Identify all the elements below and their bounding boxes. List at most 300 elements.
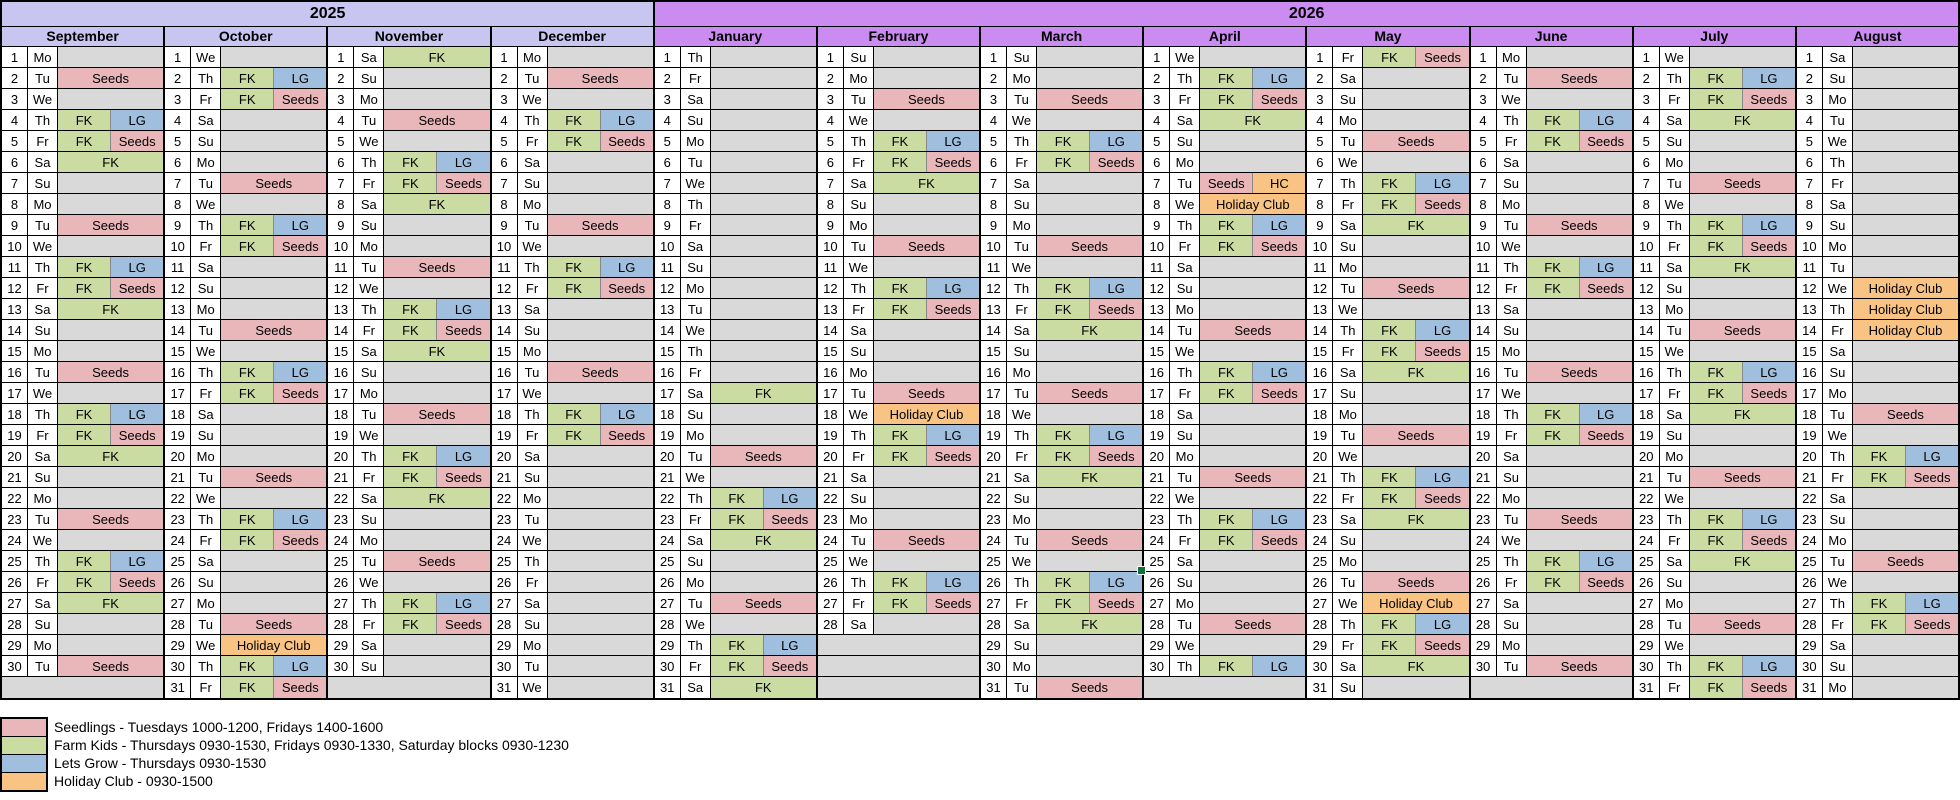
day-number-cell[interactable]: 21 bbox=[981, 467, 1007, 487]
event-cell-empty[interactable] bbox=[58, 383, 163, 403]
weekday-cell[interactable]: Su bbox=[191, 131, 221, 151]
day-number-cell[interactable]: 2 bbox=[1307, 68, 1333, 88]
event-cell-seedlings[interactable]: Seeds bbox=[1415, 341, 1468, 361]
event-cell-lets-grow[interactable]: LG bbox=[1252, 509, 1305, 529]
day-number-cell[interactable]: 21 bbox=[492, 467, 518, 487]
weekday-cell[interactable]: Tu bbox=[1497, 215, 1527, 235]
day-number-cell[interactable]: 17 bbox=[655, 383, 681, 403]
weekday-cell[interactable]: Th bbox=[1333, 614, 1363, 634]
event-cell-seedlings[interactable]: Seeds bbox=[1252, 530, 1305, 550]
weekday-cell[interactable]: Th bbox=[191, 509, 221, 529]
event-cell-empty[interactable] bbox=[1853, 509, 1958, 529]
event-cell-empty[interactable] bbox=[1853, 656, 1958, 676]
event-cell-farm-kids[interactable]: FK bbox=[58, 152, 163, 172]
event-cell-seedlings[interactable]: Seeds bbox=[1742, 677, 1795, 698]
event-cell-farm-kids[interactable]: FK bbox=[1363, 614, 1415, 634]
event-cell-empty[interactable] bbox=[58, 467, 163, 487]
event-cell-farm-kids[interactable]: FK bbox=[548, 425, 600, 445]
weekday-cell[interactable]: Th bbox=[1823, 299, 1853, 319]
weekday-cell[interactable]: Th bbox=[1333, 173, 1363, 193]
event-cell-seedlings[interactable]: Seeds bbox=[58, 68, 163, 88]
day-number-cell[interactable]: 4 bbox=[981, 110, 1007, 130]
weekday-cell[interactable]: Mo bbox=[518, 488, 548, 508]
weekday-cell[interactable]: Mo bbox=[28, 488, 58, 508]
event-cell-farm-kids[interactable]: FK bbox=[711, 635, 763, 655]
day-number-cell[interactable]: 16 bbox=[1471, 362, 1497, 382]
event-cell-seedlings[interactable]: Seeds bbox=[1579, 278, 1632, 298]
event-cell-empty[interactable] bbox=[548, 572, 653, 592]
day-number-cell[interactable]: 30 bbox=[981, 656, 1007, 676]
day-number-cell[interactable]: 13 bbox=[1634, 299, 1660, 319]
event-cell-farm-kids[interactable]: FK bbox=[221, 215, 273, 235]
event-cell-seedlings[interactable]: Seeds bbox=[1037, 383, 1142, 403]
event-cell-lets-grow[interactable]: LG bbox=[926, 131, 979, 151]
event-cell-seedlings[interactable]: Seeds bbox=[1690, 467, 1795, 487]
event-cell-seedlings[interactable]: Seeds bbox=[1252, 236, 1305, 256]
event-cell-empty[interactable] bbox=[711, 194, 816, 214]
day-number-cell[interactable]: 15 bbox=[981, 341, 1007, 361]
event-cell-seedlings[interactable]: Seeds bbox=[1742, 89, 1795, 109]
event-cell-empty[interactable] bbox=[1527, 446, 1632, 466]
weekday-cell[interactable]: Th bbox=[1170, 509, 1200, 529]
weekday-cell[interactable]: Sa bbox=[1497, 593, 1527, 613]
weekday-cell[interactable]: Mo bbox=[518, 341, 548, 361]
weekday-cell[interactable]: Su bbox=[1497, 614, 1527, 634]
day-number-cell[interactable]: 17 bbox=[328, 383, 354, 403]
event-cell-empty[interactable] bbox=[1037, 257, 1142, 277]
day-number-cell[interactable]: 19 bbox=[1307, 425, 1333, 445]
event-cell-seedlings[interactable]: Seeds bbox=[763, 656, 816, 676]
day-number-cell[interactable]: 23 bbox=[328, 509, 354, 529]
weekday-cell[interactable]: Th bbox=[1660, 362, 1690, 382]
event-cell-farm-kids[interactable]: FK bbox=[874, 173, 979, 193]
day-number-cell[interactable]: 13 bbox=[2, 299, 28, 319]
month-header-november[interactable]: November bbox=[328, 27, 489, 47]
day-number-cell[interactable]: 25 bbox=[981, 551, 1007, 571]
weekday-cell[interactable]: We bbox=[1007, 551, 1037, 571]
day-number-cell[interactable]: 9 bbox=[981, 215, 1007, 235]
day-number-cell[interactable]: 3 bbox=[818, 89, 844, 109]
weekday-cell[interactable]: Th bbox=[354, 152, 384, 172]
event-cell-farm-kids[interactable]: FK bbox=[58, 446, 163, 466]
day-number-cell[interactable]: 3 bbox=[2, 89, 28, 109]
event-cell-farm-kids[interactable]: FK bbox=[548, 131, 600, 151]
event-cell-empty[interactable] bbox=[1690, 635, 1795, 655]
legend-label-seedlings[interactable]: Seedlings - Tuesdays 1000-1200, Fridays 1400-1600 bbox=[54, 719, 384, 735]
weekday-cell[interactable]: Su bbox=[1333, 89, 1363, 109]
filler-row[interactable] bbox=[1144, 677, 1305, 698]
day-number-cell[interactable]: 27 bbox=[1471, 593, 1497, 613]
day-number-cell[interactable]: 4 bbox=[1307, 110, 1333, 130]
event-cell-empty[interactable] bbox=[874, 551, 979, 571]
day-number-cell[interactable]: 5 bbox=[1471, 131, 1497, 151]
day-number-cell[interactable]: 17 bbox=[1634, 383, 1660, 403]
day-number-cell[interactable]: 30 bbox=[1144, 656, 1170, 676]
day-number-cell[interactable]: 1 bbox=[492, 47, 518, 67]
event-cell-seedlings[interactable]: Seeds bbox=[926, 446, 979, 466]
event-cell-empty[interactable] bbox=[1200, 425, 1305, 445]
weekday-cell[interactable]: We bbox=[1497, 236, 1527, 256]
event-cell-empty[interactable] bbox=[711, 47, 816, 67]
event-cell-seedlings[interactable]: Seeds bbox=[384, 404, 489, 424]
event-cell-lets-grow[interactable]: LG bbox=[1742, 362, 1795, 382]
event-cell-farm-kids[interactable]: FK bbox=[1690, 236, 1742, 256]
event-cell-seedlings[interactable]: Seeds bbox=[273, 677, 326, 698]
weekday-cell[interactable]: Fr bbox=[1660, 530, 1690, 550]
event-cell-farm-kids[interactable]: FK bbox=[1363, 341, 1415, 361]
weekday-cell[interactable]: Tu bbox=[1333, 278, 1363, 298]
weekday-cell[interactable]: Su bbox=[1823, 509, 1853, 529]
event-cell-seedlings[interactable]: Seeds bbox=[1527, 362, 1632, 382]
event-cell-lets-grow[interactable]: LG bbox=[1579, 551, 1632, 571]
weekday-cell[interactable]: Tu bbox=[1660, 320, 1690, 340]
event-cell-farm-kids[interactable]: FK bbox=[874, 299, 926, 319]
event-cell-farm-kids[interactable]: FK bbox=[221, 362, 273, 382]
weekday-cell[interactable]: Tu bbox=[518, 68, 548, 88]
weekday-cell[interactable]: Tu bbox=[1823, 257, 1853, 277]
event-cell-empty[interactable] bbox=[1037, 341, 1142, 361]
day-number-cell[interactable]: 21 bbox=[1634, 467, 1660, 487]
event-cell-farm-kids[interactable]: FK bbox=[1200, 215, 1252, 235]
weekday-cell[interactable]: We bbox=[1170, 47, 1200, 67]
event-cell-empty[interactable] bbox=[1037, 404, 1142, 424]
day-number-cell[interactable]: 13 bbox=[492, 299, 518, 319]
day-number-cell[interactable]: 24 bbox=[1307, 530, 1333, 550]
day-number-cell[interactable]: 7 bbox=[165, 173, 191, 193]
weekday-cell[interactable]: We bbox=[1170, 488, 1200, 508]
weekday-cell[interactable]: Sa bbox=[1823, 635, 1853, 655]
day-number-cell[interactable]: 3 bbox=[1797, 89, 1823, 109]
event-cell-seedlings[interactable]: Seeds bbox=[1037, 236, 1142, 256]
weekday-cell[interactable]: Mo bbox=[191, 299, 221, 319]
event-cell-farm-kids[interactable]: FK bbox=[874, 278, 926, 298]
day-number-cell[interactable]: 31 bbox=[1307, 677, 1333, 698]
day-number-cell[interactable]: 13 bbox=[1797, 299, 1823, 319]
weekday-cell[interactable]: We bbox=[1660, 341, 1690, 361]
day-number-cell[interactable]: 1 bbox=[818, 47, 844, 67]
event-cell-lets-grow[interactable]: LG bbox=[600, 257, 653, 277]
weekday-cell[interactable]: Su bbox=[1007, 341, 1037, 361]
day-number-cell[interactable]: 18 bbox=[818, 404, 844, 424]
filler-row[interactable] bbox=[1471, 677, 1632, 698]
event-cell-lets-grow[interactable]: LG bbox=[110, 110, 163, 130]
weekday-cell[interactable]: Mo bbox=[681, 131, 711, 151]
event-cell-empty[interactable] bbox=[1527, 635, 1632, 655]
day-number-cell[interactable]: 15 bbox=[328, 341, 354, 361]
day-number-cell[interactable]: 5 bbox=[1307, 131, 1333, 151]
day-number-cell[interactable]: 6 bbox=[655, 152, 681, 172]
event-cell-seedlings[interactable]: Seeds bbox=[273, 89, 326, 109]
event-cell-empty[interactable] bbox=[1037, 656, 1142, 676]
weekday-cell[interactable]: We bbox=[1333, 446, 1363, 466]
day-number-cell[interactable]: 13 bbox=[1307, 299, 1333, 319]
weekday-cell[interactable]: Fr bbox=[1497, 572, 1527, 592]
weekday-cell[interactable]: Tu bbox=[1660, 173, 1690, 193]
day-number-cell[interactable]: 14 bbox=[1471, 320, 1497, 340]
event-cell-empty[interactable] bbox=[58, 236, 163, 256]
event-cell-farm-kids[interactable]: FK bbox=[1527, 425, 1579, 445]
event-cell-empty[interactable] bbox=[548, 446, 653, 466]
weekday-cell[interactable]: Su bbox=[1660, 278, 1690, 298]
event-cell-empty[interactable] bbox=[874, 320, 979, 340]
day-number-cell[interactable]: 29 bbox=[2, 635, 28, 655]
event-cell-farm-kids[interactable]: FK bbox=[1690, 677, 1742, 698]
event-cell-empty[interactable] bbox=[1853, 383, 1958, 403]
event-cell-seedlings[interactable]: Seeds bbox=[1579, 425, 1632, 445]
month-header-april[interactable]: April bbox=[1144, 27, 1305, 47]
event-cell-empty[interactable] bbox=[711, 341, 816, 361]
day-number-cell[interactable]: 30 bbox=[1471, 656, 1497, 676]
day-number-cell[interactable]: 19 bbox=[818, 425, 844, 445]
weekday-cell[interactable]: Th bbox=[1497, 551, 1527, 571]
event-cell-seedlings[interactable]: Seeds bbox=[110, 131, 163, 151]
event-cell-seedlings[interactable]: Seeds bbox=[1527, 215, 1632, 235]
weekday-cell[interactable]: Mo bbox=[518, 47, 548, 67]
event-cell-seedlings[interactable]: Seeds bbox=[436, 173, 489, 193]
weekday-cell[interactable]: Mo bbox=[1497, 488, 1527, 508]
weekday-cell[interactable]: Mo bbox=[1007, 215, 1037, 235]
day-number-cell[interactable]: 8 bbox=[1797, 194, 1823, 214]
day-number-cell[interactable]: 20 bbox=[655, 446, 681, 466]
event-cell-seedlings[interactable]: Seeds bbox=[1415, 488, 1468, 508]
weekday-cell[interactable]: Mo bbox=[1660, 593, 1690, 613]
event-cell-farm-kids[interactable]: FK bbox=[1037, 152, 1089, 172]
day-number-cell[interactable]: 9 bbox=[1634, 215, 1660, 235]
event-cell-seedlings[interactable]: Seeds bbox=[58, 656, 163, 676]
day-number-cell[interactable]: 8 bbox=[818, 194, 844, 214]
weekday-cell[interactable]: Sa bbox=[1497, 152, 1527, 172]
event-cell-empty[interactable] bbox=[1527, 593, 1632, 613]
event-cell-farm-kids[interactable]: FK bbox=[1527, 257, 1579, 277]
weekday-cell[interactable]: We bbox=[681, 173, 711, 193]
day-number-cell[interactable]: 5 bbox=[1797, 131, 1823, 151]
weekday-cell[interactable]: Su bbox=[681, 404, 711, 424]
weekday-cell[interactable]: Sa bbox=[354, 488, 384, 508]
weekday-cell[interactable]: Fr bbox=[681, 656, 711, 676]
weekday-cell[interactable]: Th bbox=[844, 425, 874, 445]
event-cell-farm-kids[interactable]: FK bbox=[1200, 362, 1252, 382]
day-number-cell[interactable]: 12 bbox=[1634, 278, 1660, 298]
day-number-cell[interactable]: 20 bbox=[1797, 446, 1823, 466]
weekday-cell[interactable]: Su bbox=[1007, 488, 1037, 508]
event-cell-empty[interactable] bbox=[1363, 530, 1468, 550]
event-cell-seedlings[interactable]: Seeds bbox=[1415, 635, 1468, 655]
day-number-cell[interactable]: 15 bbox=[1307, 341, 1333, 361]
day-number-cell[interactable]: 3 bbox=[165, 89, 191, 109]
event-cell-holiday-club[interactable]: Holiday Club bbox=[1853, 278, 1958, 298]
weekday-cell[interactable]: We bbox=[1823, 131, 1853, 151]
day-number-cell[interactable]: 1 bbox=[1307, 47, 1333, 67]
day-number-cell[interactable]: 23 bbox=[1634, 509, 1660, 529]
day-number-cell[interactable]: 18 bbox=[328, 404, 354, 424]
weekday-cell[interactable]: Sa bbox=[1170, 404, 1200, 424]
event-cell-farm-kids[interactable]: FK bbox=[1363, 215, 1468, 235]
event-cell-empty[interactable] bbox=[1200, 299, 1305, 319]
weekday-cell[interactable]: Mo bbox=[1333, 404, 1363, 424]
day-number-cell[interactable]: 30 bbox=[1634, 656, 1660, 676]
event-cell-empty[interactable] bbox=[548, 530, 653, 550]
month-header-october[interactable]: October bbox=[165, 27, 326, 47]
event-cell-seedlings[interactable]: Seeds bbox=[1905, 614, 1958, 634]
event-cell-seedlings[interactable]: Seeds bbox=[1853, 404, 1958, 424]
day-number-cell[interactable]: 16 bbox=[165, 362, 191, 382]
weekday-cell[interactable]: Tu bbox=[681, 152, 711, 172]
weekday-cell[interactable]: Fr bbox=[1333, 341, 1363, 361]
weekday-cell[interactable]: Mo bbox=[518, 194, 548, 214]
weekday-cell[interactable]: Tu bbox=[1823, 404, 1853, 424]
event-cell-empty[interactable] bbox=[1363, 110, 1468, 130]
day-number-cell[interactable]: 16 bbox=[492, 362, 518, 382]
day-number-cell[interactable]: 18 bbox=[2, 404, 28, 424]
weekday-cell[interactable]: Th bbox=[191, 68, 221, 88]
weekday-cell[interactable]: Sa bbox=[28, 299, 58, 319]
day-number-cell[interactable]: 22 bbox=[981, 488, 1007, 508]
day-number-cell[interactable]: 20 bbox=[492, 446, 518, 466]
day-number-cell[interactable]: 1 bbox=[1471, 47, 1497, 67]
weekday-cell[interactable]: Fr bbox=[1497, 131, 1527, 151]
day-number-cell[interactable]: 1 bbox=[2, 47, 28, 67]
event-cell-empty[interactable] bbox=[1037, 194, 1142, 214]
weekday-cell[interactable]: Th bbox=[354, 593, 384, 613]
weekday-cell[interactable]: Mo bbox=[1497, 47, 1527, 67]
event-cell-seedlings[interactable]: Seeds bbox=[1363, 131, 1468, 151]
day-number-cell[interactable]: 22 bbox=[1144, 488, 1170, 508]
weekday-cell[interactable]: Fr bbox=[681, 215, 711, 235]
event-cell-empty[interactable] bbox=[384, 383, 489, 403]
month-header-july[interactable]: July bbox=[1634, 27, 1795, 47]
event-cell-empty[interactable] bbox=[874, 341, 979, 361]
weekday-cell[interactable]: We bbox=[354, 425, 384, 445]
weekday-cell[interactable]: Tu bbox=[28, 656, 58, 676]
weekday-cell[interactable]: Fr bbox=[28, 572, 58, 592]
event-cell-empty[interactable] bbox=[1690, 278, 1795, 298]
day-number-cell[interactable]: 24 bbox=[1797, 530, 1823, 550]
weekday-cell[interactable]: Tu bbox=[354, 551, 384, 571]
event-cell-lets-grow[interactable]: LG bbox=[1089, 131, 1142, 151]
day-number-cell[interactable]: 6 bbox=[1634, 152, 1660, 172]
event-cell-lets-grow[interactable]: LG bbox=[1252, 215, 1305, 235]
weekday-cell[interactable]: Su bbox=[191, 425, 221, 445]
weekday-cell[interactable]: Tu bbox=[518, 215, 548, 235]
day-number-cell[interactable]: 12 bbox=[1797, 278, 1823, 298]
day-number-cell[interactable]: 30 bbox=[328, 656, 354, 676]
day-number-cell[interactable]: 3 bbox=[981, 89, 1007, 109]
event-cell-farm-kids[interactable]: FK bbox=[384, 320, 436, 340]
event-cell-farm-kids[interactable]: FK bbox=[711, 530, 816, 550]
event-cell-empty[interactable] bbox=[548, 635, 653, 655]
weekday-cell[interactable]: Mo bbox=[1333, 551, 1363, 571]
day-number-cell[interactable]: 30 bbox=[1797, 656, 1823, 676]
weekday-cell[interactable]: Sa bbox=[518, 593, 548, 613]
weekday-cell[interactable]: Sa bbox=[681, 530, 711, 550]
event-cell-farm-kids[interactable]: FK bbox=[384, 614, 436, 634]
weekday-cell[interactable]: Mo bbox=[191, 446, 221, 466]
event-cell-farm-kids[interactable]: FK bbox=[1527, 110, 1579, 130]
weekday-cell[interactable]: Tu bbox=[1007, 383, 1037, 403]
event-cell-holiday-club[interactable]: Holiday Club bbox=[874, 404, 979, 424]
weekday-cell[interactable]: Fr bbox=[1660, 89, 1690, 109]
weekday-cell[interactable]: Mo bbox=[1007, 68, 1037, 88]
weekday-cell[interactable]: Th bbox=[681, 194, 711, 214]
day-number-cell[interactable]: 17 bbox=[1307, 383, 1333, 403]
weekday-cell[interactable]: Fr bbox=[1823, 320, 1853, 340]
event-cell-empty[interactable] bbox=[1200, 152, 1305, 172]
weekday-cell[interactable]: Th bbox=[191, 656, 221, 676]
weekday-cell[interactable]: Sa bbox=[844, 320, 874, 340]
day-number-cell[interactable]: 4 bbox=[492, 110, 518, 130]
event-cell-lets-grow[interactable]: LG bbox=[110, 404, 163, 424]
event-cell-seedlings[interactable]: Seeds bbox=[926, 593, 979, 613]
weekday-cell[interactable]: Tu bbox=[1497, 509, 1527, 529]
event-cell-empty[interactable] bbox=[548, 509, 653, 529]
weekday-cell[interactable]: Sa bbox=[191, 257, 221, 277]
weekday-cell[interactable]: We bbox=[191, 635, 221, 655]
weekday-cell[interactable]: Fr bbox=[1660, 677, 1690, 698]
day-number-cell[interactable]: 20 bbox=[818, 446, 844, 466]
event-cell-seedlings[interactable]: Seeds bbox=[763, 509, 816, 529]
day-number-cell[interactable]: 16 bbox=[1797, 362, 1823, 382]
weekday-cell[interactable]: Fr bbox=[1333, 194, 1363, 214]
day-number-cell[interactable]: 5 bbox=[2, 131, 28, 151]
day-number-cell[interactable]: 9 bbox=[492, 215, 518, 235]
event-cell-farm-kids[interactable]: FK bbox=[1037, 572, 1089, 592]
weekday-cell[interactable]: Th bbox=[1497, 110, 1527, 130]
day-number-cell[interactable]: 7 bbox=[818, 173, 844, 193]
weekday-cell[interactable]: Sa bbox=[191, 551, 221, 571]
weekday-cell[interactable]: Tu bbox=[1660, 467, 1690, 487]
event-cell-empty[interactable] bbox=[1853, 341, 1958, 361]
day-number-cell[interactable]: 17 bbox=[2, 383, 28, 403]
event-cell-empty[interactable] bbox=[1363, 383, 1468, 403]
day-number-cell[interactable]: 16 bbox=[328, 362, 354, 382]
event-cell-empty[interactable] bbox=[1527, 320, 1632, 340]
weekday-cell[interactable]: Tu bbox=[681, 593, 711, 613]
day-number-cell[interactable]: 16 bbox=[2, 362, 28, 382]
event-cell-farm-kids[interactable]: FK bbox=[221, 509, 273, 529]
weekday-cell[interactable]: Tu bbox=[1170, 320, 1200, 340]
weekday-cell[interactable]: Th bbox=[1823, 446, 1853, 466]
weekday-cell[interactable]: Tu bbox=[354, 404, 384, 424]
event-cell-empty[interactable] bbox=[1037, 47, 1142, 67]
weekday-cell[interactable]: Fr bbox=[518, 425, 548, 445]
event-cell-seedlings[interactable]: Seeds bbox=[384, 551, 489, 571]
weekday-cell[interactable]: Fr bbox=[354, 320, 384, 340]
day-number-cell[interactable]: 27 bbox=[492, 593, 518, 613]
event-cell-empty[interactable] bbox=[1527, 467, 1632, 487]
weekday-cell[interactable]: We bbox=[354, 572, 384, 592]
weekday-cell[interactable]: We bbox=[191, 341, 221, 361]
event-cell-farm-kids[interactable]: FK bbox=[221, 383, 273, 403]
event-cell-empty[interactable] bbox=[58, 173, 163, 193]
day-number-cell[interactable]: 8 bbox=[328, 194, 354, 214]
weekday-cell[interactable]: Fr bbox=[1007, 446, 1037, 466]
filler-row[interactable] bbox=[328, 677, 489, 698]
event-cell-empty[interactable] bbox=[384, 635, 489, 655]
weekday-cell[interactable]: Fr bbox=[28, 131, 58, 151]
event-cell-seedlings[interactable]: Seeds bbox=[1415, 194, 1468, 214]
event-cell-lets-grow[interactable]: LG bbox=[763, 488, 816, 508]
event-cell-farm-kids[interactable]: FK bbox=[1690, 509, 1742, 529]
weekday-cell[interactable]: Sa bbox=[1007, 614, 1037, 634]
day-number-cell[interactable]: 5 bbox=[818, 131, 844, 151]
day-number-cell[interactable]: 2 bbox=[1634, 68, 1660, 88]
day-number-cell[interactable]: 27 bbox=[1307, 593, 1333, 613]
weekday-cell[interactable]: Mo bbox=[1823, 236, 1853, 256]
day-number-cell[interactable]: 28 bbox=[2, 614, 28, 634]
weekday-cell[interactable]: We bbox=[1333, 152, 1363, 172]
weekday-cell[interactable]: Mo bbox=[1823, 383, 1853, 403]
weekday-cell[interactable]: Fr bbox=[844, 593, 874, 613]
